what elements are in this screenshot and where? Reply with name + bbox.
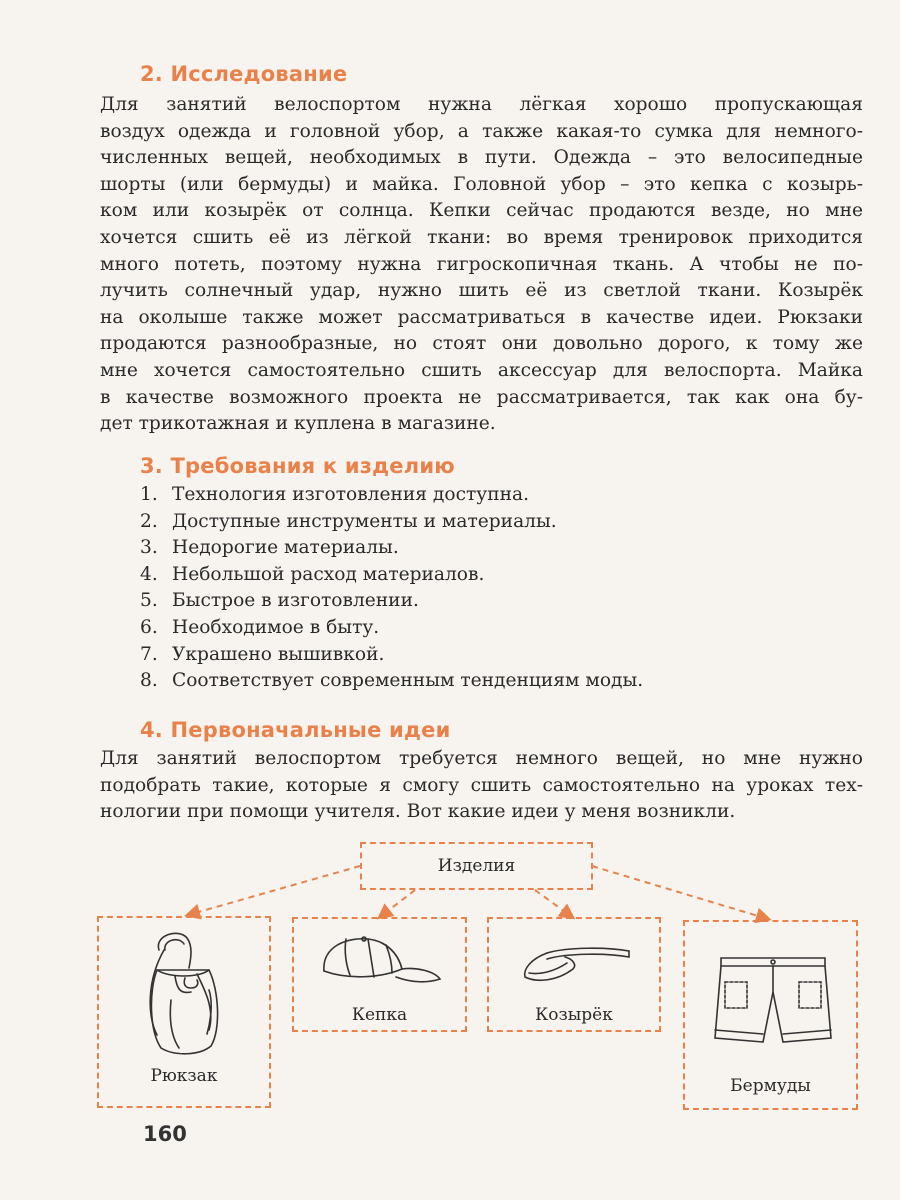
list-number: 5. bbox=[140, 590, 158, 612]
list-text: Украшено вышивкой. bbox=[172, 643, 385, 665]
text-line: хочется сшить её из лёгкой ткани: во время тренировок приходится bbox=[100, 226, 863, 248]
section-title-requirements: 3. Требования к изделию bbox=[140, 454, 455, 478]
connector-arrow bbox=[535, 890, 572, 917]
idea-label-shorts: Бермуды bbox=[730, 1076, 811, 1096]
text-line: мне хочется самостоятельно сшить аксессуар для велоспорта. Майка bbox=[100, 359, 863, 381]
idea-box-backpack bbox=[97, 916, 271, 1108]
text-line: на околыше также может рассматриваться в качестве идеи. Рюкзаки bbox=[100, 306, 863, 328]
list-text: Технология изготовления доступна. bbox=[172, 484, 529, 505]
diagram-root-box bbox=[360, 842, 593, 890]
idea-box-cap bbox=[292, 917, 467, 1032]
list-text: Недорогие материалы. bbox=[172, 537, 399, 559]
idea-box-shorts bbox=[683, 920, 858, 1110]
list-number: 2. bbox=[140, 510, 158, 532]
idea-label-cap: Кепка bbox=[351, 1005, 408, 1025]
list-text: Соответствует современным тенденциям моды. bbox=[172, 670, 644, 692]
connector-arrow bbox=[188, 866, 360, 915]
list-number: 4. bbox=[140, 563, 158, 585]
list-text: Небольшой расход материалов. bbox=[172, 563, 485, 585]
list-number: 3. bbox=[140, 537, 158, 559]
diagram-root-label: Изделия bbox=[437, 856, 516, 876]
idea-label-visor: Козырёк bbox=[535, 1005, 613, 1025]
section-title-ideas: 4. Первоначальные идеи bbox=[140, 718, 451, 742]
text-line: ком или козырёк от солнца. Кепки сейчас продаются везде, но мне bbox=[100, 200, 863, 222]
text-line: много потеть, поэтому нужна гигроскопичная ткань. А чтобы не по- bbox=[100, 253, 863, 275]
list-number: 6. bbox=[140, 616, 158, 638]
list-text: Быстрое в изготовлении. bbox=[172, 590, 419, 612]
connector-arrow bbox=[592, 866, 768, 919]
cap-icon bbox=[316, 933, 446, 993]
text-line: лучить солнечный удар, нужно шить её из светлой ткани. Козырёк bbox=[100, 280, 863, 302]
text-line: воздух одежда и головной убор, а также какая-то сумка для немного- bbox=[100, 120, 863, 142]
idea-label-backpack: Рюкзак bbox=[150, 1066, 218, 1086]
text-line: подобрать такие, которые я смогу сшить самостоятельно на уроках тех- bbox=[100, 774, 863, 796]
text-line: численных вещей, необходимых в пути. Одежда – это велосипедные bbox=[100, 147, 863, 169]
text-line: нологии при помощи учителя. Вот какие идеи у меня возникли. bbox=[100, 801, 736, 823]
backpack-icon bbox=[139, 930, 229, 1060]
list-number: 1. bbox=[140, 484, 158, 505]
list-number: 7. bbox=[140, 643, 158, 665]
connector-arrow bbox=[380, 890, 415, 917]
list-number: 8. bbox=[140, 670, 158, 692]
text-line: шорты (или бермуды) и майка. Головной убор – это кепка с козырь- bbox=[100, 173, 863, 195]
shorts-icon bbox=[711, 952, 835, 1062]
list-text: Необходимое в быту. bbox=[172, 616, 380, 638]
list-text: Доступные инструменты и материалы. bbox=[172, 510, 557, 532]
text-line: дет трикотажная и куплена в магазине. bbox=[100, 413, 496, 435]
text-line: Для занятий велоспортом требуется немного вещей, но мне нужно bbox=[100, 748, 863, 769]
text-line: Для занятий велоспортом нужна лёгкая хорошо пропускающая bbox=[100, 94, 863, 115]
visor-icon bbox=[517, 939, 637, 989]
idea-box-visor bbox=[487, 917, 661, 1032]
text-line: продаются разнообразные, но стоят они довольно дорого, к тому же bbox=[100, 333, 863, 355]
page-number: 160 bbox=[143, 1122, 187, 1146]
section-title-research: 2. Исследование bbox=[140, 62, 348, 86]
text-line: в качестве возможного проекта не рассматривается, так как она бу- bbox=[100, 386, 863, 408]
